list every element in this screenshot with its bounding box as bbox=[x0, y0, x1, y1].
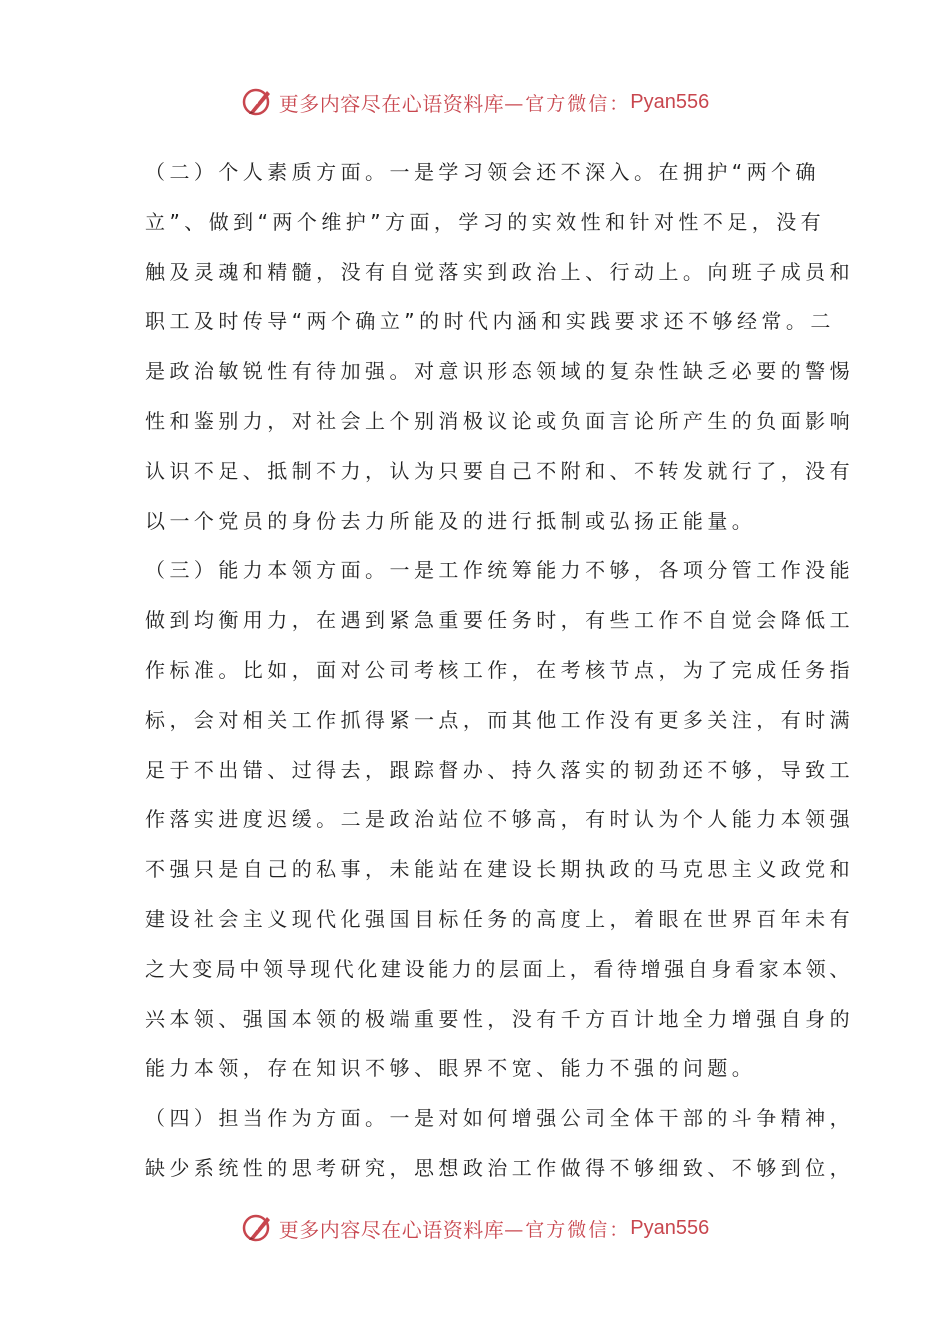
banner-suffix: —官方微信： bbox=[504, 1218, 631, 1241]
text-line: 作落实进度迟缓。二是政治站位不够高，有时认为个人能力本领强 bbox=[145, 807, 855, 832]
pen-logo-icon bbox=[241, 1211, 275, 1245]
footer-banner bbox=[0, 1208, 950, 1248]
text-line: 不强只是自己的私事，未能站在建设长期执政的马克思主义政党和 bbox=[145, 857, 855, 882]
text-line: 做到均衡用力，在遇到紧急重要任务时，有些工作不自觉会降低工 bbox=[145, 608, 855, 633]
banner-text: 更多内容尽在心语资料库 bbox=[278, 1217, 505, 1242]
text-line: （二）个人素质方面。一是学习领会还不深入。在拥护“两个确 bbox=[145, 160, 820, 184]
text-line: （四）担当作为方面。一是对如何增强公司全体干部的斗争精神， bbox=[145, 1106, 855, 1131]
text-line: 标，会对相关工作抓得紧一点，而其他工作没有更多关注，有时满 bbox=[145, 707, 855, 732]
text-line: 以一个党员的身份去力所能及的进行抵制或弘扬正能量。 bbox=[145, 508, 757, 533]
banner-suffix: —官方微信： bbox=[504, 92, 631, 115]
text-line: 触及灵魂和精髓，没有自觉落实到政治上、行动上。向班子成员和 bbox=[145, 259, 855, 284]
text-line: （三）能力本领方面。一是工作统筹能力不够，各项分管工作没能 bbox=[145, 558, 855, 583]
banner-text: 更多内容尽在心语资料库 bbox=[278, 91, 505, 116]
text-line: 足于不出错、过得去，跟踪督办、持久落实的韧劲还不够，导致工 bbox=[145, 757, 855, 782]
text-line: 建设社会主义现代化强国目标任务的高度上，着眼在世界百年未有 bbox=[145, 906, 855, 931]
text-line: 之大变局中领导现代化建设能力的层面上，看待增强自身看家本领、 bbox=[145, 956, 853, 981]
text-line: 兴本领、强国本领的极端重要性，没有千方百计地全力增强自身的 bbox=[145, 1006, 855, 1031]
document-body bbox=[145, 148, 855, 1194]
text-line: 缺少系统性的思考研究，思想政治工作做得不够细致、不够到位， bbox=[145, 1155, 855, 1180]
text-line: 立”、做到“两个维护”方面，学习的实效性和针对性不足，没有 bbox=[145, 209, 826, 234]
text-line: 是政治敏锐性有待加强。对意识形态领域的复杂性缺乏必要的警惕 bbox=[145, 359, 855, 384]
banner-wechat-id: Pyan556 bbox=[630, 1216, 710, 1239]
pen-logo-icon bbox=[241, 85, 275, 119]
header-banner bbox=[0, 82, 950, 122]
banner-wechat-id: Pyan556 bbox=[630, 90, 710, 113]
text-line: 性和鉴别力，对社会上个别消极议论或负面言论所产生的负面影响 bbox=[145, 408, 855, 433]
text-line: 能力本领，存在知识不够、眼界不宽、能力不强的问题。 bbox=[145, 1056, 757, 1081]
text-line: 认识不足、抵制不力，认为只要自己不附和、不转发就行了，没有 bbox=[145, 458, 855, 483]
text-line: 职工及时传导“两个确立”的时代内涵和实践要求还不够经常。二 bbox=[145, 309, 835, 334]
text-line: 作标准。比如，面对公司考核工作，在考核节点，为了完成任务指 bbox=[145, 657, 855, 682]
